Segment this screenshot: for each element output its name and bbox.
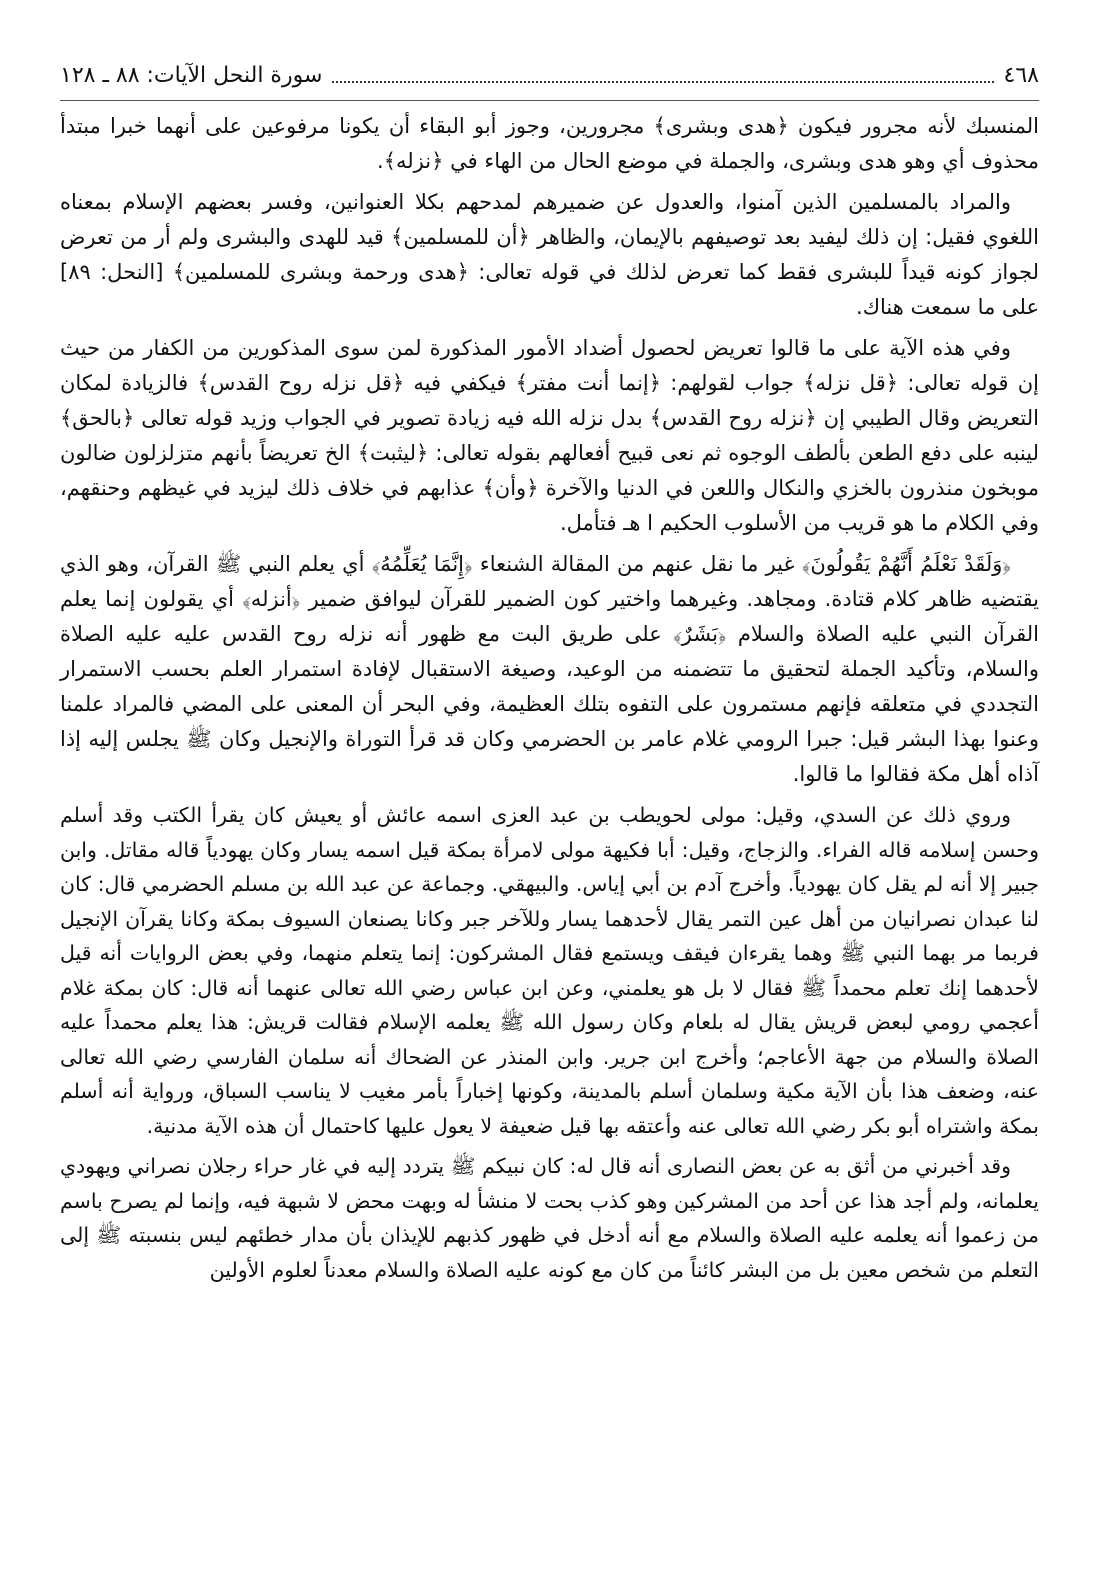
document-page	[60, 56, 1039, 1553]
body-text	[60, 109, 1039, 1287]
running-header	[60, 56, 1039, 96]
paragraph-3: وفي هذه الآية على ما قالوا تعريض لحصول أضداد الأمور المذكورة لمن سوى المذكورين من الكفار من حيث إن قوله تعالى: ﴿قل نزله﴾ جواب لقولهم: ﴿إنما أنت مفتر﴾ فيكفي فيه ﴿قل نزله روح القدس﴾ فالزيادة لمكان التعريض وقال الطيبي إن ﴿نزله روح القدس﴾ بدل نزله الله فيه زيادة تصوير في الجواب وزيد قوله تعالى ﴿بالحق﴾ لينبه على دفع الطعن بألطف الوجوه ثم نعى قبيح أفعالهم بقوله تعالى: ﴿ليثبت﴾ الخ تعريضاً بأنهم متزلزلون ضالون موبخون منذرون بالخزي والنكال واللعن في الدنيا والآخرة ﴿وأن﴾ عذابهم في خلاف ذلك ليزيد في غيظهم وحنقهم، وفي الكلام ما هو قريب من الأسلوب الحكيم ا هـ فتأمل.	[60, 336, 1039, 535]
page-number: ٤٦٨	[1003, 63, 1039, 88]
paragraph-1: المنسبك لأنه مجرور فيكون ﴿هدى وبشرى﴾ مجرورين، وجوز أبو البقاء أن يكونا مرفوعين على أنهما خبرا مبتدأ محذوف أي وهو هدى وبشرى، والجملة في موضع الحال من الهاء في ﴿نزله﴾.	[60, 114, 1039, 173]
paragraph-5: وروي ذلك عن السدي، وقيل: مولى لحويطب بن عبد العزى اسمه عائش أو يعيش كان يقرأ الكتب وقد أسلم وحسن إسلامه قاله الفراء. والزجاج، وقيل: أبا فكيهة مولى لامرأة بمكة قيل اسمه يسار وكان يهودياً قاله مقاتل. وابن جبير إلا أنه لم يقل كان يهودياً. وأخرج آدم بن أبي إياس. والبيهقي. وجماعة عن عبد الله بن مسلم الحضرمي قال: كان لنا عبدان نصرانيان من أهل عين التمر يقال لأحدهما يسار وللآخر جبر وكانا يصنعان السيوف بمكة وكانا يقرآن الإنجيل فربما مر بهما النبي ﷺ وهما يقرءان فيقف ويستمع فقال المشركون: إنما يتعلم منهما، وفي بعض الروايات أنه قيل لأحدهما إنك تعلم محمداً ﷺ فقال لا بل هو يعلمني، وعن ابن عباس رضي الله تعالى عنهما أنه قال: كان بمكة غلام أعجمي رومي لبعض قريش يقال له بلعام وكان رسول الله ﷺ يعلمه الإسلام فقالت قريش: هذا يعلم محمداً عليه الصلاة والسلام من جهة الأعاجم؛ وأخرج ابن جرير. وابن المنذر عن الضحاك أنه سلمان الفارسي رضي الله تعالى عنه، وضعف هذا بأن الآية مكية وسلمان أسلم بالمدينة، وكونها إخباراً بأمر مغيب لا يناسب السباق، ورواية أنه أسلم بمكة واشتراه أبو بكر رضي الله تعالى عنه وأعتقه بها قيل ضعيفة لا يعول عليها كاحتمال أن هذه الآية مدنية.	[60, 803, 1039, 1138]
header-dot-leader	[332, 81, 993, 83]
paragraph-4: ﴿وَلَقَدْ نَعْلَمُ أَنَّهُمْ يَقُولُونَ﴾ غير ما نقل عنهم من المقالة الشنعاء ﴿إِنَّمَا يُعَلِّمُهُ﴾ أي يعلم النبي ﷺ القرآن، وهو الذي يقتضيه ظاهر كلام قتادة. ومجاهد. وغيرهما واختير كون الضمير للقرآن ليوافق ضمير ﴿أنزله﴾ أي يقولون إنما يعلم القرآن النبي عليه الصلاة والسلام ﴿بَشَرٌ﴾ على طريق البت مع ظهور أنه نزله روح القدس عليه عليه الصلاة والسلام، وتأكيد الجملة لتحقيق ما تتضمنه من الوعيد، وصيغة الاستقبال لإفادة استمرار العلم بحسب الاستمرار التجددي في متعلقه فإنهم مستمرون على التفوه بتلك العظيمة، وفي البحر أن المعنى على المضي فالمراد علمنا وعنوا بهذا البشر قيل: جبرا الرومي غلام عامر بن الحضرمي وكان قد قرأ التوراة والإنجيل وكان ﷺ يجلس إليه إذا آذاه أهل مكة فقالوا ما قالوا.	[60, 552, 1039, 786]
header-divider	[60, 100, 1039, 101]
surah-title: سورة النحل الآيات: ٨٨ ـ ١٢٨	[60, 63, 323, 88]
paragraph-6: وقد أخبرني من أثق به عن بعض النصارى أنه قال له: كان نبيكم ﷺ يتردد إليه في غار حراء رجلان نصراني ويهودي يعلمانه، ولم أجد هذا عن أحد من المشركين وهو كذب بحت لا منشأ له وبهت محض لا شبهة فيه، وإنما لم يصرح باسم من زعموا أنه يعلمه عليه الصلاة والسلام مع أنه أدخل في ظهور كذبهم للإيذان بأن مدار خطئهم ليس بنسبته ﷺ إلى التعلم من شخص معين بل من البشر كائناً من كان مع كونه عليه الصلاة والسلام معدناً لعلوم الأولين	[60, 1154, 1039, 1282]
paragraph-2: والمراد بالمسلمين الذين آمنوا، والعدول عن ضميرهم لمدحهم بكلا العنوانين، وفسر بعضهم الإسلام بمعناه اللغوي فقيل: إن ذلك ليفيد بعد توصيفهم بالإيمان، والظاهر ﴿أن للمسلمين﴾ قيد للهدى والبشرى ولم أر من تعرض لجواز كونه قيداً للبشرى فقط كما تعرض لذلك في قوله تعالى: ﴿هدى ورحمة وبشرى للمسلمين﴾ [النحل: ٨٩] على ما سمعت هناك.	[60, 190, 1039, 319]
